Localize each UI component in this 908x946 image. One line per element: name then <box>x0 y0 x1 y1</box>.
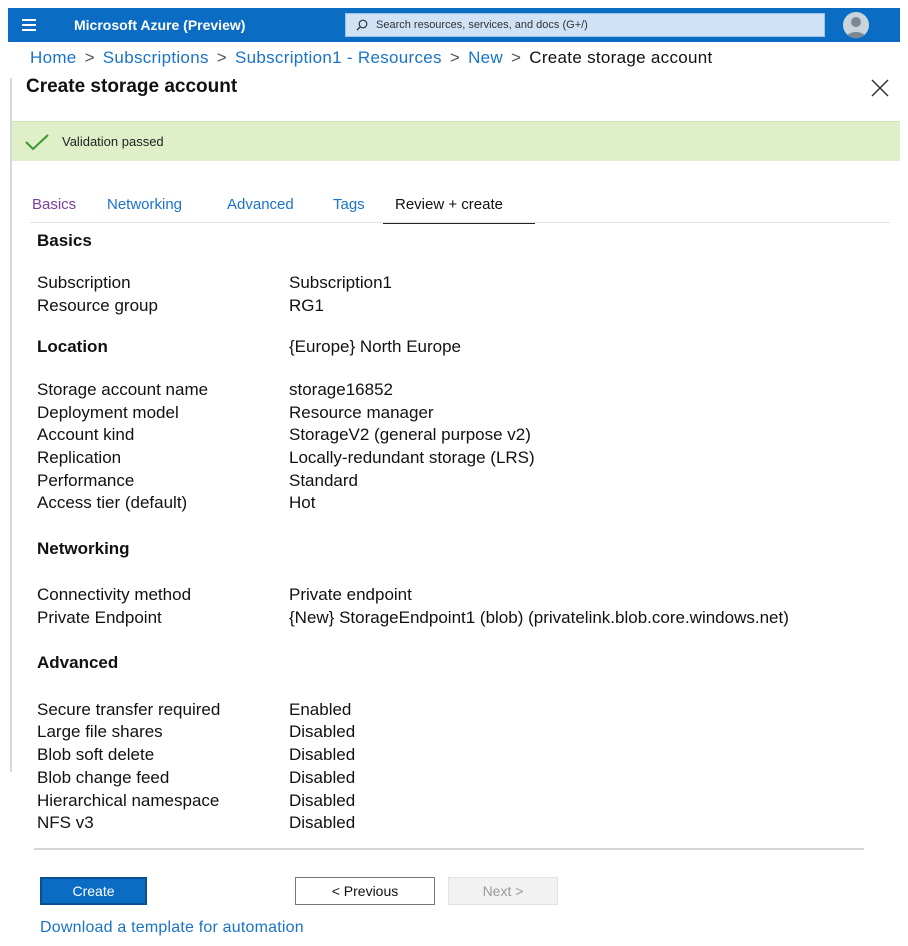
close-icon[interactable] <box>870 78 890 98</box>
row-label: Private Endpoint <box>37 608 162 627</box>
row-label: Connectivity method <box>37 585 192 604</box>
breadcrumb-separator: > <box>84 48 95 67</box>
tab-networking[interactable]: Networking <box>107 196 183 213</box>
summary-row <box>37 403 897 425</box>
breadcrumb-separator: > <box>511 48 522 67</box>
summary-row <box>37 380 897 402</box>
summary-row <box>37 768 897 790</box>
row-label: Large file shares <box>37 722 163 741</box>
location-value: {Europe} North Europe <box>289 337 462 356</box>
app-title[interactable]: Microsoft Azure (Preview) <box>74 17 246 33</box>
summary-row <box>37 471 897 493</box>
previous-button[interactable]: < Previous <box>295 877 435 905</box>
breadcrumb-new[interactable]: New <box>468 48 504 67</box>
row-value: {New} StorageEndpoint1 (blob) (privatelink.blob.core.windows.net) <box>289 608 789 627</box>
row-value: Disabled <box>289 791 356 810</box>
summary-row <box>37 700 897 722</box>
section-heading-networking: Networking <box>37 539 130 558</box>
row-label: Secure transfer required <box>37 700 221 719</box>
tab-review-create[interactable]: Review + create <box>383 196 535 224</box>
row-label: Replication <box>37 448 122 467</box>
row-value: storage16852 <box>289 380 393 399</box>
row-label: Access tier (default) <box>37 493 188 512</box>
section-heading-advanced: Advanced <box>37 653 119 672</box>
search-input[interactable] <box>376 19 816 31</box>
summary-row <box>37 273 897 295</box>
summary-row <box>37 791 897 813</box>
tab-advanced[interactable]: Advanced <box>227 196 294 213</box>
row-label: Subscription <box>37 273 131 292</box>
row-label: Blob change feed <box>37 768 170 787</box>
summary-row <box>37 296 897 318</box>
panel-left-border <box>10 78 12 772</box>
row-label: Performance <box>37 471 135 490</box>
top-bar <box>8 8 900 42</box>
breadcrumb-separator: > <box>449 48 461 67</box>
row-value: RG1 <box>289 296 324 315</box>
breadcrumb-separator: > <box>216 48 227 67</box>
tab-basics[interactable]: Basics <box>32 196 77 213</box>
row-value: Hot <box>289 493 316 512</box>
section-heading-basics: Basics <box>37 231 92 250</box>
summary-row <box>37 585 897 607</box>
summary-row <box>37 745 897 767</box>
search-icon <box>356 19 368 31</box>
row-label: Resource group <box>37 296 158 315</box>
row-value: Disabled <box>289 813 356 832</box>
row-label: Deployment model <box>37 403 179 422</box>
user-avatar-icon[interactable] <box>843 12 869 38</box>
row-value: StorageV2 (general purpose v2) <box>289 425 531 444</box>
row-value: Locally-redundant storage (LRS) <box>289 448 535 467</box>
row-value: Enabled <box>289 700 352 719</box>
row-value: Resource manager <box>289 403 434 422</box>
validation-text: Validation passed <box>62 134 164 149</box>
breadcrumb-home[interactable]: Home <box>30 48 77 67</box>
checkmark-icon <box>24 133 50 151</box>
row-value: Disabled <box>289 722 356 741</box>
summary-row <box>37 425 897 447</box>
footer-divider <box>34 848 864 850</box>
breadcrumb-current: Create storage account <box>529 48 713 67</box>
hamburger-menu-icon[interactable] <box>22 19 36 31</box>
download-template-link[interactable]: Download a template for automation <box>40 919 304 936</box>
row-label: Account kind <box>37 425 135 444</box>
summary-row <box>37 722 897 744</box>
row-value: Subscription1 <box>289 273 393 292</box>
summary-row <box>37 448 897 470</box>
tabs-divider <box>30 222 890 223</box>
row-label: Blob soft delete <box>37 745 155 764</box>
validation-banner <box>12 121 900 161</box>
row-label: NFS v3 <box>37 813 94 832</box>
summary-row <box>37 608 897 630</box>
section-heading-location: Location <box>37 337 108 356</box>
breadcrumb-subscription1-resources[interactable]: Subscription1 - Resources <box>234 48 442 67</box>
next-button[interactable]: Next > <box>448 877 558 905</box>
row-value: Standard <box>289 471 358 490</box>
summary-row <box>37 813 897 835</box>
create-button[interactable]: Create <box>40 877 147 905</box>
row-label: Hierarchical namespace <box>37 791 220 810</box>
row-value: Disabled <box>289 768 356 787</box>
row-value: Disabled <box>289 745 356 764</box>
row-label: Storage account name <box>37 380 209 399</box>
row-value: Private endpoint <box>289 585 412 604</box>
breadcrumb <box>30 48 713 68</box>
summary-row <box>37 493 897 515</box>
search-box[interactable] <box>345 13 825 37</box>
tab-tags[interactable]: Tags <box>333 196 365 213</box>
page-title: Create storage account <box>26 76 238 97</box>
breadcrumb-subscriptions[interactable]: Subscriptions <box>102 48 209 67</box>
